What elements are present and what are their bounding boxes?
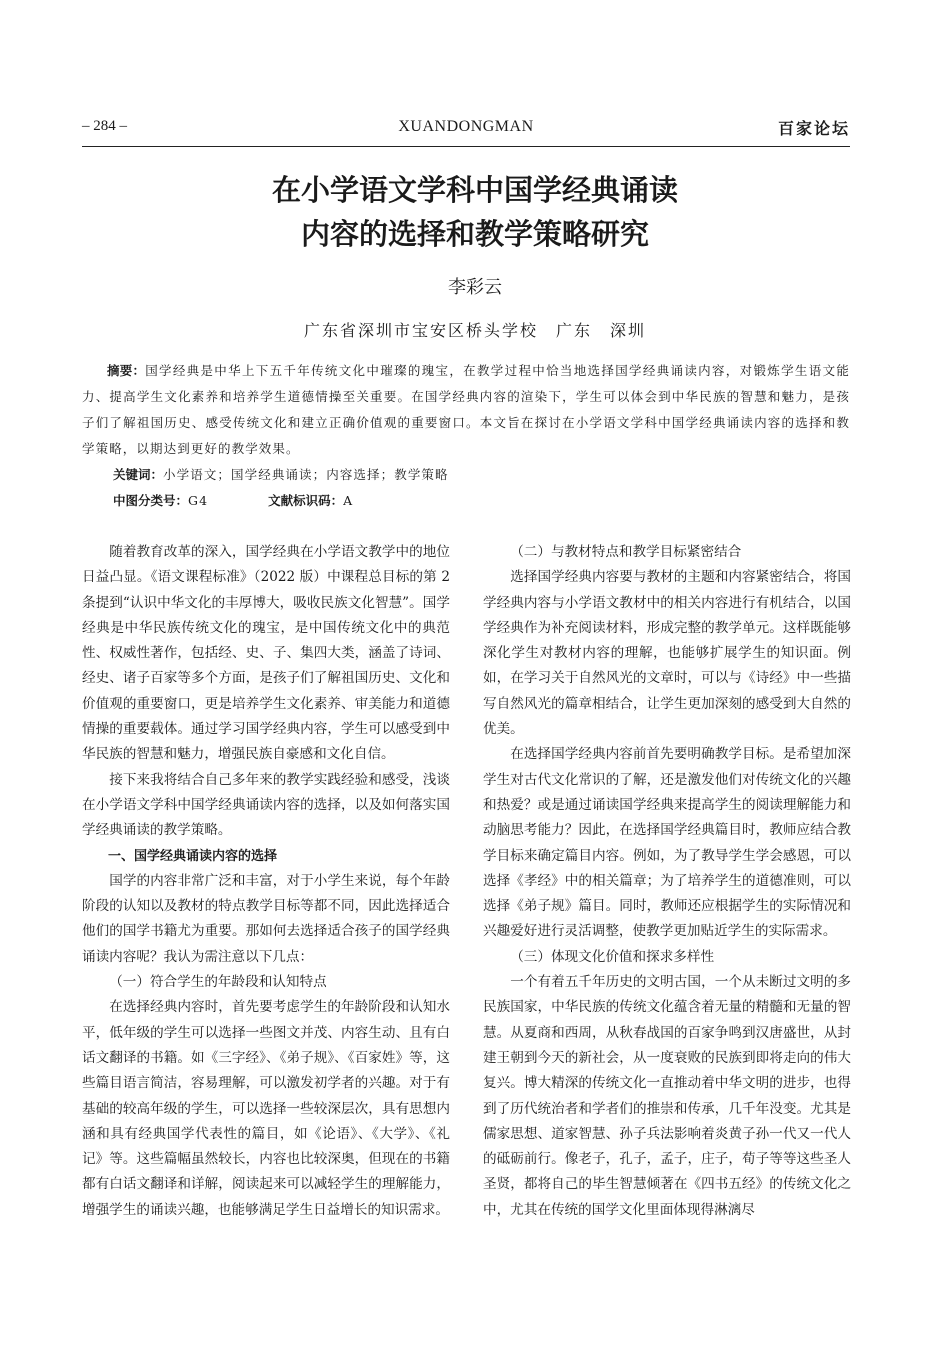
clc-label: 中图分类号：: [113, 493, 189, 508]
body-paragraph: 选择国学经典内容要与教材的主题和内容紧密结合，将国学经典内容与小学语文教材中的相关内容进行有机结合，以国学经典作为补充阅读材料，形成完整的教学单元。这样既能够深化学生对教材内容的理解，也能够扩展学生的知识面。例如，在学习关于自然风光的文章时，可以与《诗经》中一些描写自然风光的篇章相结合，让学生更加深刻的感受到大自然的优美。: [483, 569, 851, 738]
body-paragraph: 随着教育改革的深入，国学经典在小学语文教学中的地位日益凸显。《语文课程标准》（2022 版）中课程总目标的第 2 条提到“认识中华文化的丰厚博大，吸收民族文化智慧”。国学经典是中华民族传统文化的瑰宝，是中国传统文化中的典范性、权威性著作，包括经、史、子、集四大类，涵盖了诗词、经史、诸子百家等多个方面，是孩子们了解祖国历史、文化和价值观的重要窗口，更是培养学生文化素养、审美能力和道德情操的重要载体。通过学习国学经典内容，学生可以感受到中华民族的智慧和魅力，增强民族自豪感和文化自信。: [82, 544, 450, 763]
clc-value: G4: [188, 493, 209, 508]
title-line-1: 在小学语文学科中国学经典诵读: [271, 173, 678, 207]
page-number: – 284 –: [82, 118, 127, 134]
doc-code-label: 文献标识码：: [268, 493, 344, 508]
section-heading: 一、国学经典诵读内容的选择: [108, 848, 278, 864]
body-paragraph: 一个有着五千年历史的文明古国，一个从未断过文明的多民族国家，中华民族的传统文化蕴含着无量的精髓和无量的智慧。从夏商和西周，从秋春战国的百家争鸣到汉唐盛世，从封建王朝到今天的新社会，从一度衰败的民族到即将走向的伟大复兴。博大精深的传统文化一直推动着中华文明的进步，也得到了历代统治者和学者们的推崇和传承，几千年没变。尤其是儒家思想、道家智慧、孙子兵法影响着炎黄子孙一代又一代人的砥砺前行。像老子，孔子，孟子，庄子，荀子等等这些圣人圣贤，都将自己的毕生智慧倾著在《四书五经》的传统文化之中，尤其在传统的国学文化里面体现得淋漓尽: [483, 974, 851, 1218]
journal-name: XUANDONGMAN: [398, 118, 534, 135]
article-title: [0, 168, 950, 256]
keywords-label: 关键词：: [113, 467, 164, 482]
header-rule: [82, 146, 850, 147]
keywords-text: 小学语文；国学经典诵读；内容选择；教学策略: [163, 467, 449, 482]
author-affiliation: 广东省深圳市宝安区桥头学校 广东 深圳: [303, 321, 646, 340]
body-paragraph: 在选择国学经典内容前首先要明确教学目标。是希望加深学生对古代文化常识的了解，还是激发他们对传统文化的兴趣和热爱？或是通过诵读国学经典来提高学生的阅读理解能力和动脑思考能力？因此，在选择国学经典篇目时，教师应结合教学目标来确定篇目内容。例如，为了教导学生学会感恩，可以选择《孝经》中的相关篇章；为了培养学生的道德准则，可以选择《弟子规》篇目。同时，教师还应根据学生的实际情况和兴趣爱好进行灵活调整，使教学更加贴近学生的实际需求。: [483, 746, 851, 940]
body-paragraph: 接下来我将结合自己多年来的教学实践经验和感受，浅谈在小学语文学科中国学经典诵读内容的选择，以及如何落实国学经典诵读的教学策略。: [82, 771, 450, 839]
body-paragraph: 国学的内容非常广泛和丰富，对于小学生来说，每个年龄阶段的认知以及教材的特点教学目标等都不同，因此选择适合他们的国学书籍尤为重要。那如何去选择适合孩子的国学经典诵读内容呢？我认为需注意以下几点：: [82, 872, 450, 965]
subsection-heading: （一）符合学生的年龄段和认知特点: [109, 974, 327, 991]
abstract-paragraph: [82, 358, 850, 462]
doc-code-value: A: [343, 493, 354, 508]
abstract-label: 摘要：: [107, 363, 146, 378]
abstract-text: 国学经典是中华上下五千年传统文化中璀璨的瑰宝，在教学过程中恰当地选择国学经典诵读内容，对锻炼学生语文能力、提高学生文化素养和培养学生道德情操至关重要。在国学经典内容的渲染下，学生可以体会到中华民族的智慧和魅力，是孩子们了解祖国历史、感受传统文化和建立正确价值观的重要窗口。本文旨在探讨在小学语文学科中国学经典诵读内容的选择和教学策略，以期达到更好的教学效果。: [82, 363, 850, 456]
section-name: 百家论坛: [777, 119, 850, 138]
subsection-heading: （二）与教材特点和教学目标紧密结合: [510, 544, 742, 560]
author-name: 李彩云: [448, 277, 502, 298]
body-paragraph: 在选择经典内容时，首先要考虑学生的年龄阶段和认知水平，低年级的学生可以选择一些图文并茂、内容生动、且有白话文翻译的书籍。如《三字经》、《弟子规》、《百家姓》等，这些篇目语言简洁，容易理解，可以激发初学者的兴趣。对于有基础的较高年级的学生，可以选择一些较深层次，具有思想内涵和具有经典国学代表性的篇目，如《论语》、《大学》、《礼记》等。这些篇幅虽然较长，内容也比较深奥，但现在的书籍都有白话文翻译和详解，阅读起来可以减轻学生的理解能力，增强学生的诵读兴趣，也能够满足学生日益增长的知识需求。: [82, 999, 450, 1218]
keywords-line: [82, 462, 850, 488]
abstract-block: [82, 358, 850, 514]
page-header: [82, 118, 850, 146]
subsection-heading: （三）体现文化价值和探求多样性: [510, 948, 715, 965]
body-right-column: [483, 540, 851, 1223]
body-left-column: [82, 540, 450, 1223]
classification-line: [82, 488, 850, 514]
title-line-2: 内容的选择和教学策略研究: [300, 217, 649, 251]
